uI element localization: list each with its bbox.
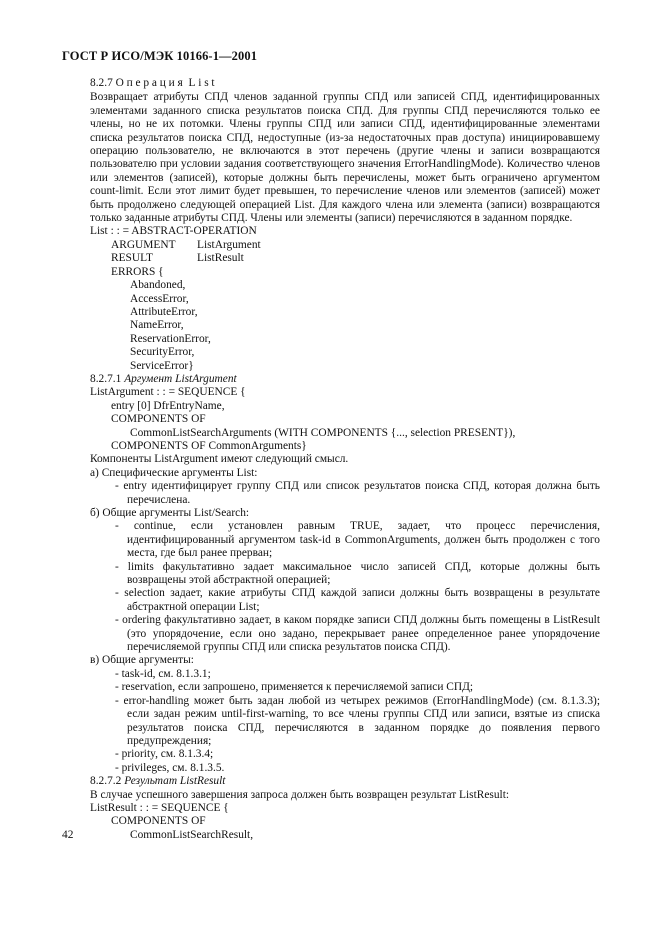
asn-error-item: SecurityError, bbox=[130, 346, 195, 359]
section-number: 8.2.7.2 bbox=[90, 775, 122, 788]
section-number: 8.2.7 bbox=[90, 77, 113, 89]
section-title-word: Операция bbox=[115, 77, 186, 89]
components-intro: Компоненты ListArgument имеют следующий смысл. bbox=[90, 453, 349, 466]
list-item: - entry идентифицирует группу СПД или список результатов поиска СПД, которая должна быть перечислена. bbox=[115, 480, 600, 506]
asn-error-item: AttributeError, bbox=[130, 305, 198, 318]
asn-error-item: NameError, bbox=[130, 319, 184, 332]
group-c-heading: в) Общие аргументы: bbox=[90, 654, 194, 667]
asn-error-item: AccessError, bbox=[130, 292, 189, 305]
list-item: - continue, если установлен равным TRUE, задает, что процесс перечисления, идентифицированный аргументом task-id в CommonArguments, должен быть продолжен с того места, где был ранее прерван; bbox=[115, 520, 600, 560]
asn-listargument-decl: ListArgument : : = SEQUENCE { bbox=[90, 386, 246, 399]
asn-line: CommonListSearchResult, bbox=[130, 828, 254, 841]
list-item: - selection задает, какие атрибуты СПД каждой записи должны быть возвращены в результате абстрактной операции List; bbox=[115, 587, 600, 613]
group-b-heading: б) Общие аргументы List/Search: bbox=[90, 507, 250, 519]
section-paragraph: Возвращает атрибуты СПД членов заданной группы СПД или записей СПД, идентифицированных элементами заданного списка результатов поиска СПД. Для группы СПД перечисляются только ее члены, но не их потомки. Члены группы СПД или записи СПД, идентифицированные элементами списка результатов поиска СПД, недоступные (из-за недостаточных прав доступа) инициировавшему операцию пользователю, не включаются в этот перечень (другие члены и записи возвращаются пользователю при условии задания соответствующего значения ErrorHandlingMode). Количество членов или элементов (записей), которые должны быть перечислены, может быть ограничено аргументом count-limit. Если этот лимит будет превышен, то перечисление членов или элементов (записей) может быть продолжено следующей операцией List. Для каждого члена или элемента (записи) возвращаются только заданные атрибуты СПД. Члены или элементы (записи) перечисляются в заданном порядке. bbox=[90, 91, 600, 225]
list-item: - priority, см. 8.1.3.4; bbox=[115, 748, 214, 761]
asn-line: CommonListSearchArguments (WITH COMPONENTS {..., selection PRESENT}), bbox=[130, 426, 516, 439]
asn-result-keyword: RESULT bbox=[111, 252, 153, 265]
section-number: 8.2.7.1 bbox=[90, 372, 122, 385]
page-body bbox=[90, 77, 600, 842]
section-heading-8-2-7 bbox=[90, 77, 600, 90]
section-title: Аргумент ListArgument bbox=[124, 372, 237, 385]
asn-listresult-decl: ListResult : : = SEQUENCE { bbox=[90, 801, 229, 814]
asn-errors-keyword: ERRORS { bbox=[111, 265, 164, 278]
section-heading-8-2-7-2 bbox=[90, 775, 600, 788]
list-item: - privileges, см. 8.1.3.5. bbox=[115, 761, 225, 774]
asn-errors-list bbox=[90, 279, 600, 373]
asn-error-item: ServiceError} bbox=[130, 359, 194, 372]
standard-header: ГОСТ Р ИСО/МЭК 10166-1—2001 bbox=[62, 49, 258, 63]
list-item: - ordering факультативно задает, в каком порядке записи СПД должны быть помещены в ListResult (это упорядочение, если оно задано, перекрывает ранее определенное ранее упорядочение перечисляемой группы СПД или списка результатов поиска СПД). bbox=[115, 614, 600, 654]
asn-error-item: Abandoned, bbox=[130, 279, 186, 292]
asn-line: entry [0] DfrEntryName, bbox=[111, 399, 225, 412]
section-heading-8-2-7-1 bbox=[90, 373, 600, 386]
asn-result-line bbox=[90, 252, 600, 265]
page-number: 42 bbox=[62, 829, 74, 841]
section-title: Результат ListResult bbox=[124, 775, 226, 788]
result-text: В случае успешного завершения запроса должен быть возвращен результат ListResult: bbox=[90, 788, 510, 801]
section-title-name: List bbox=[188, 77, 218, 89]
asn-result-type: ListResult bbox=[197, 252, 244, 265]
asn-error-item: ReservationError, bbox=[130, 332, 211, 345]
group-a-heading: а) Специфические аргументы List: bbox=[90, 466, 258, 479]
list-item: - task-id, см. 8.1.3.1; bbox=[115, 667, 211, 680]
list-item: - reservation, если запрошено, применяется к перечисляемой записи СПД; bbox=[115, 681, 474, 694]
asn-line: COMPONENTS OF bbox=[111, 815, 206, 828]
asn-operation-decl: List : : = ABSTRACT-OPERATION bbox=[90, 225, 257, 238]
asn-argument-type: ListArgument bbox=[197, 238, 261, 251]
asn-line: COMPONENTS OF bbox=[111, 413, 206, 426]
asn-argument-line bbox=[90, 239, 600, 252]
asn-line: COMPONENTS OF CommonArguments} bbox=[111, 439, 307, 452]
asn-argument-keyword: ARGUMENT bbox=[111, 238, 176, 251]
list-item: - error-handling может быть задан любой из четырех режимов (ErrorHandlingMode) (см. 8.1.3.3); если задан режим until-first-warning, то все члены группы СПД или записи, взятые из списка результатов поиска СПД, перечисляются в заданном порядке до появления первого предупреждения; bbox=[115, 694, 600, 747]
list-item: - limits факультативно задает максимальное число записей СПД, которые должны быть возвращены этой абстрактной операцией; bbox=[115, 560, 600, 587]
